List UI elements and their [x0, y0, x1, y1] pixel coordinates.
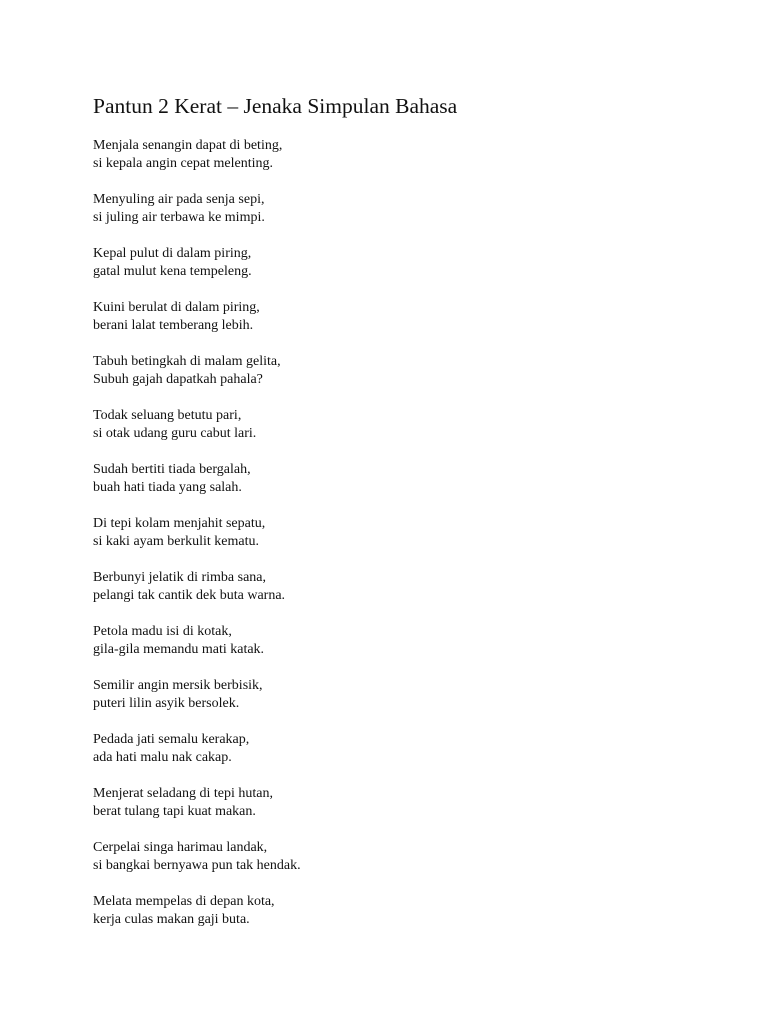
- pantun-line: buah hati tiada yang salah.: [93, 480, 242, 495]
- pantun-line: Subuh gajah dapatkah pahala?: [93, 372, 263, 387]
- pantun-stanza: [93, 191, 693, 245]
- pantun-stanza: [93, 569, 693, 623]
- pantun-stanza: [93, 893, 693, 947]
- pantun-line: Semilir angin mersik berbisik,: [93, 678, 263, 693]
- pantun-stanza: [93, 299, 693, 353]
- pantun-line: Menjala senangin dapat di beting,: [93, 138, 283, 153]
- pantun-line: Sudah bertiti tiada bergalah,: [93, 462, 251, 477]
- pantun-line: kerja culas makan gaji buta.: [93, 912, 250, 927]
- pantun-line: si bangkai bernyawa pun tak hendak.: [93, 858, 301, 873]
- pantun-stanza: [93, 461, 693, 515]
- pantun-line: si kepala angin cepat melenting.: [93, 156, 273, 171]
- pantun-line: Di tepi kolam menjahit sepatu,: [93, 516, 266, 531]
- pantun-line: Petola madu isi di kotak,: [93, 624, 232, 639]
- pantun-line: gatal mulut kena tempeleng.: [93, 264, 252, 279]
- pantun-line: pelangi tak cantik dek buta warna.: [93, 588, 286, 603]
- pantun-list: [93, 137, 693, 947]
- pantun-line: Berbunyi jelatik di rimba sana,: [93, 570, 267, 585]
- pantun-line: Todak seluang betutu pari,: [93, 408, 242, 423]
- pantun-stanza: [93, 407, 693, 461]
- document-title: Pantun 2 Kerat – Jenaka Simpulan Bahasa: [93, 94, 458, 118]
- pantun-line: ada hati malu nak cakap.: [93, 750, 232, 765]
- pantun-line: Menyuling air pada senja sepi,: [93, 192, 265, 207]
- pantun-stanza: [93, 731, 693, 785]
- pantun-stanza: [93, 353, 693, 407]
- pantun-stanza: [93, 677, 693, 731]
- pantun-line: puteri lilin asyik bersolek.: [93, 696, 240, 711]
- pantun-line: gila-gila memandu mati katak.: [93, 642, 265, 657]
- pantun-stanza: [93, 785, 693, 839]
- pantun-line: Cerpelai singa harimau landak,: [93, 840, 268, 855]
- pantun-line: Pedada jati semalu kerakap,: [93, 732, 250, 747]
- pantun-line: si juling air terbawa ke mimpi.: [93, 210, 265, 225]
- pantun-stanza: [93, 245, 693, 299]
- pantun-line: berat tulang tapi kuat makan.: [93, 804, 256, 819]
- pantun-line: Tabuh betingkah di malam gelita,: [93, 354, 281, 369]
- pantun-stanza: [93, 137, 693, 191]
- pantun-stanza: [93, 515, 693, 569]
- pantun-line: berani lalat temberang lebih.: [93, 318, 254, 333]
- pantun-line: Kepal pulut di dalam piring,: [93, 246, 252, 261]
- pantun-stanza: [93, 623, 693, 677]
- pantun-line: Menjerat seladang di tepi hutan,: [93, 786, 273, 801]
- pantun-line: si kaki ayam berkulit kematu.: [93, 534, 260, 549]
- pantun-line: Melata mempelas di depan kota,: [93, 894, 275, 909]
- pantun-stanza: [93, 839, 693, 893]
- pantun-line: si otak udang guru cabut lari.: [93, 426, 257, 441]
- pantun-line: Kuini berulat di dalam piring,: [93, 300, 260, 315]
